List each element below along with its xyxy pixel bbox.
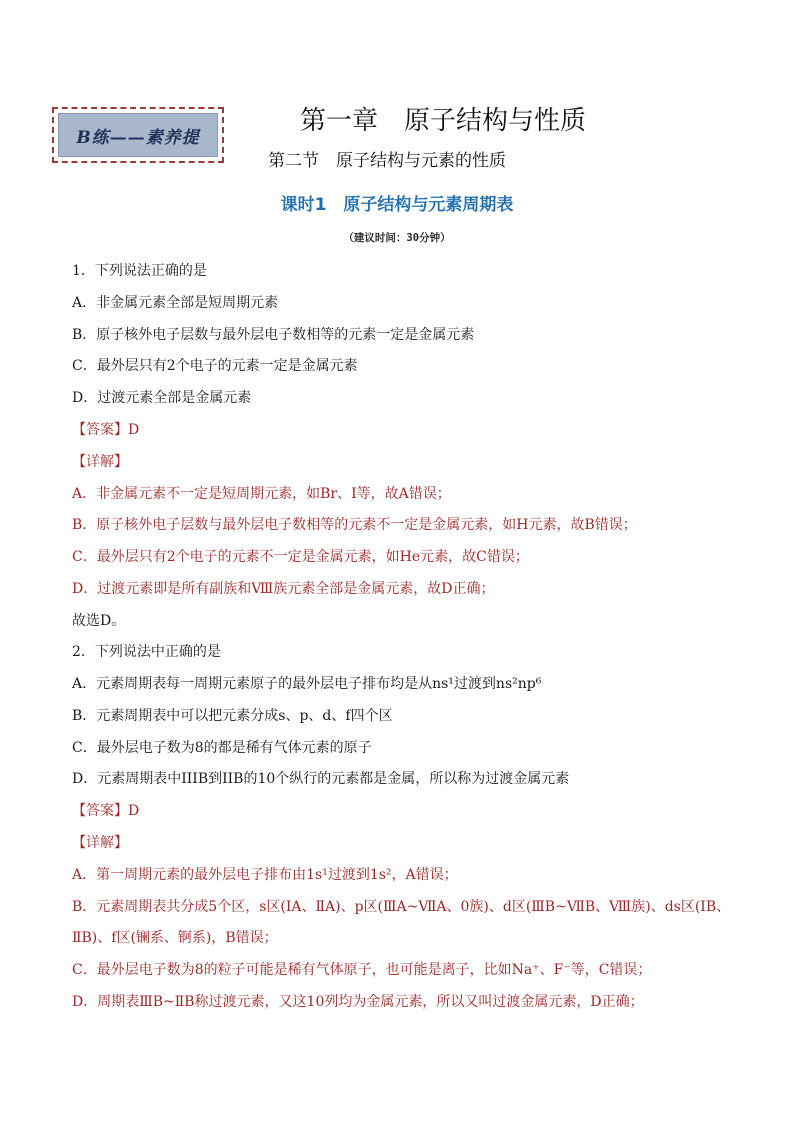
- q2-option-a: A．元素周期表每一周期元素原子的最外层电子排布均是从ns¹过渡到ns²np⁶: [72, 676, 542, 692]
- q1-option-a: A．非金属元素全部是短周期元素: [72, 295, 279, 311]
- q1-answer: 【答案】D: [72, 422, 140, 438]
- q1-stem: 1．下列说法正确的是: [72, 263, 207, 279]
- q1-detail-c: C．最外层只有2个电子的元素不一定是金属元素，如He元素，故C错误；: [72, 549, 529, 565]
- q1-detail-a: A．非金属元素不一定是短周期元素，如Br、I等，故A错误；: [72, 486, 451, 502]
- q2-detail-label: 【详解】: [72, 835, 128, 851]
- q2-option-c: C．最外层电子数为8的都是稀有气体元素的原子: [72, 740, 372, 756]
- lesson-title: 课时1 原子结构与元素周期表: [280, 195, 514, 215]
- q2-option-b: B．元素周期表中可以把元素分成s、p、d、f四个区: [72, 708, 393, 724]
- q2-option-d: D．元素周期表中IIIB到IIB的10个纵行的元素都是金属，所以称为过渡金属元素: [72, 771, 570, 787]
- q1-option-c: C．最外层只有2个电子的元素一定是金属元素: [72, 358, 358, 374]
- q1-option-b: B．原子核外电子层数与最外层电子数相等的元素一定是金属元素: [72, 327, 475, 343]
- q2-stem: 2．下列说法中正确的是: [72, 644, 221, 660]
- suggested-time: （建议时间：30分钟）: [343, 232, 451, 244]
- q1-detail-label: 【详解】: [72, 454, 128, 470]
- q1-conclusion: 故选D。: [72, 613, 126, 629]
- q1-detail-d: D．过渡元素即是所有副族和Ⅷ族元素全部是金属元素，故D正确；: [72, 581, 495, 597]
- q2-detail-b: B．元素周期表共分成5个区，s区(ⅠA、ⅡA)、p区(ⅢA~ⅦA、0族)、d区(ⅢB~ⅦB、Ⅷ族)、ds区(ⅠB、: [72, 899, 731, 915]
- q2-detail-d: D．周期表ⅢB~ⅡB称过渡元素，又这10列均为金属元素，所以又叫过渡金属元素，D正确；: [72, 994, 644, 1010]
- q2-detail-c: C．最外层电子数为8的粒子可能是稀有气体原子，也可能是离子，比如Na⁺、F⁻等，C错误；: [72, 962, 652, 978]
- chapter-title: 第一章 原子结构与性质: [300, 106, 587, 136]
- q2-answer: 【答案】D: [72, 803, 140, 819]
- q2-detail-b-cont: ⅡB)、f区(镧系、锕系)，B错误；: [72, 930, 278, 946]
- section-title: 第二节 原子结构与元素的性质: [268, 151, 506, 171]
- q1-detail-b: B．原子核外电子层数与最外层电子数相等的元素不一定是金属元素，如H元素，故B错误；: [72, 517, 637, 533]
- q2-detail-a: A．第一周期元素的最外层电子排布由1s¹过渡到1s²，A错误；: [72, 867, 458, 883]
- q1-option-d: D．过渡元素全部是金属元素: [72, 390, 252, 406]
- badge-label: B练——素养提: [58, 113, 218, 157]
- practice-badge: [52, 107, 224, 163]
